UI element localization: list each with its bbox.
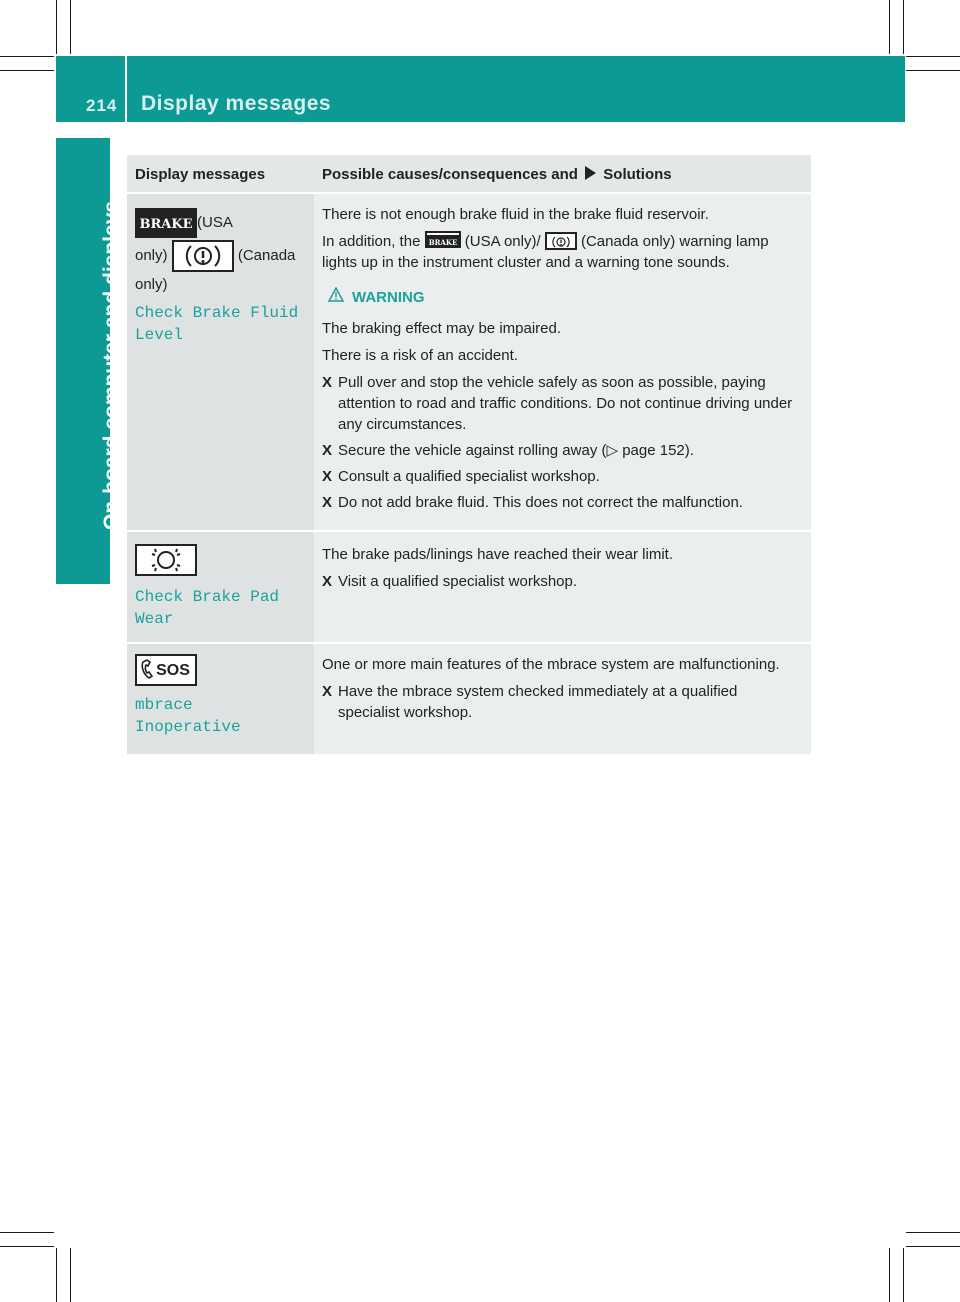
- col-header-causes-text: Possible causes/consequences and: [322, 166, 578, 183]
- canada-note: (Canada: [237, 247, 296, 265]
- cause-text: One or more main features of the mbrace system are malfunctioning.: [322, 656, 780, 673]
- crop-mark: [889, 0, 890, 54]
- arrow-right-icon: [585, 166, 596, 180]
- solution-text: Pull over and stop the vehicle safely as soon as possible, paying attention to road and traffic conditions. Do not continue driving under any circumstances.: [338, 374, 793, 433]
- causes-cell: [314, 193, 811, 531]
- solution-text: Consult a qualified specialist workshop.: [338, 468, 600, 485]
- crop-mark: [0, 1246, 54, 1247]
- addition-text-a: In addition, the: [322, 233, 421, 250]
- display-message-text: Check Brake Pad: [135, 588, 280, 606]
- crop-mark: [906, 56, 960, 57]
- crop-mark: [0, 1232, 54, 1233]
- crop-mark: [903, 0, 904, 54]
- sos-icon-label: SOS: [156, 662, 190, 679]
- table-row: [127, 643, 811, 755]
- warning-heading: [322, 287, 803, 308]
- addition-text-b: (USA only)/: [464, 233, 541, 250]
- display-message-text: mbrace Inoperative: [135, 696, 241, 736]
- solution-item: [322, 492, 803, 513]
- crop-mark: [903, 1248, 904, 1302]
- cause-text: The brake pads/linings have reached their wear limit.: [322, 546, 674, 563]
- usa-only-note: only): [135, 247, 168, 265]
- crop-mark: [906, 70, 960, 71]
- crop-mark: [0, 70, 54, 71]
- causes-cell: [314, 643, 811, 755]
- bullet-marker: X: [322, 468, 333, 485]
- addition-text-c: (Canada only) warning lamp lights up in the instrument cluster and a warning tone sounds.: [322, 233, 769, 271]
- solution-text: Have the mbrace system checked immediately at a qualified specialist workshop.: [338, 683, 738, 721]
- canada-only-note: only): [135, 276, 168, 294]
- bullet-marker: X: [322, 374, 333, 391]
- crop-mark: [70, 1248, 71, 1302]
- display-message-text: Check Brake Fluid Level: [135, 304, 299, 345]
- solution-text: Secure the vehicle against rolling away (: [338, 442, 607, 459]
- display-message-text: Wear: [135, 610, 174, 628]
- brake-circle-icon: [172, 240, 234, 272]
- crop-mark: [906, 1246, 960, 1247]
- page-title: Display messages: [141, 92, 332, 115]
- brake-icon-label: BRAKE: [139, 217, 193, 233]
- solution-item: [322, 466, 803, 487]
- bullet-marker: X: [322, 573, 333, 590]
- usa-note: (USA: [197, 214, 233, 231]
- crop-mark: [889, 1248, 890, 1302]
- bullet-marker: X: [322, 442, 333, 459]
- causes-cell: [314, 531, 811, 643]
- warning-label: WARNING: [352, 289, 425, 306]
- crop-mark: [0, 56, 54, 57]
- addition-text: [322, 231, 803, 273]
- page-ref-arrow: ▷: [606, 442, 619, 459]
- solution-text: Do not add brake fluid. This does not correct the malfunction.: [338, 494, 743, 511]
- display-message-cell: [127, 193, 314, 531]
- solution-item: [322, 440, 803, 461]
- brake-warning-icon-small: [425, 231, 461, 248]
- brake-circle-icon-small: [545, 232, 577, 250]
- display-message-cell: [127, 643, 314, 755]
- crop-mark: [70, 0, 71, 54]
- warning-triangle-icon: [328, 287, 344, 308]
- table-row: [127, 193, 811, 531]
- crop-mark: [56, 0, 57, 54]
- col-header-solutions-text: Solutions: [603, 166, 672, 183]
- solution-item: [322, 681, 803, 723]
- warning-text: There is a risk of an accident.: [322, 347, 518, 364]
- solution-item: [322, 571, 803, 592]
- cause-text: There is not enough brake fluid in the brake fluid reservoir.: [322, 206, 709, 223]
- crop-mark: [56, 1248, 57, 1302]
- page-reference-link[interactable]: page 152).: [622, 442, 694, 459]
- header-divider: [125, 56, 127, 122]
- bullet-marker: X: [322, 683, 333, 700]
- page-number: 214: [86, 96, 118, 115]
- table-header-row: [127, 155, 811, 193]
- brake-icon-small-label: BRAKE: [428, 238, 457, 247]
- col-header-display-messages: Display messages: [127, 155, 314, 193]
- sos-icon: [135, 654, 197, 686]
- table-row: [127, 531, 811, 643]
- solution-text: Visit a qualified specialist workshop.: [338, 573, 578, 590]
- display-messages-table: [127, 155, 811, 756]
- display-message-cell: [127, 531, 314, 643]
- warning-text: The braking effect may be impaired.: [322, 320, 562, 337]
- col-header-causes: [314, 155, 811, 193]
- crop-mark: [906, 1232, 960, 1233]
- brake-pad-wear-icon: [135, 544, 197, 576]
- bullet-marker: X: [322, 494, 333, 511]
- brake-warning-icon: [135, 208, 197, 238]
- side-tab-label: On-board computer and displays: [100, 200, 123, 530]
- solution-item: [322, 372, 803, 435]
